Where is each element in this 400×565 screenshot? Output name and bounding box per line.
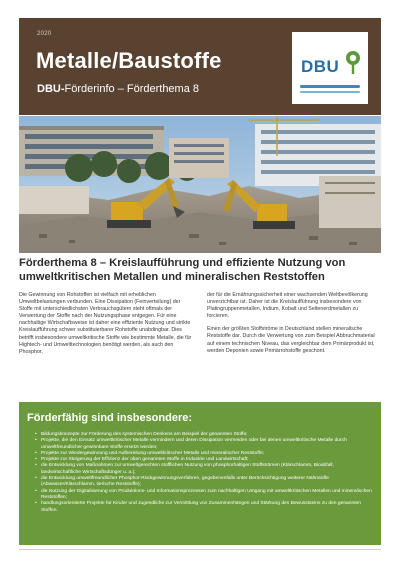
body-column-2 <box>207 292 381 362</box>
bottom-divider <box>19 549 381 550</box>
list-item: • Projekte zur Wiedergewinnung und Aufbereitung umweltkritischer Metalle und mineralischer Reststoffe; <box>35 450 265 456</box>
year-label: 2020 <box>37 31 52 37</box>
page-subtitle <box>37 83 199 95</box>
section-heading: Förderthema 8 – Kreislaufführung und effiziente Nutzung von umweltkritischen Metallen und mineralischen Reststoffen <box>19 257 346 283</box>
bullet-icon: • <box>35 450 37 456</box>
list-item: • die Nutzung der Digitalisierung von Produktions- und Informationsprozessen zum nachhaltigen Umgang mit umweltkritischen Metallen und mineralischen Reststoffen; <box>35 488 372 500</box>
body-column-1 <box>19 292 193 362</box>
bullet-icon: • <box>35 432 37 437</box>
bullet-icon: • <box>35 438 37 444</box>
list-item: • Projekte, die den Einsatz umweltkritischer Metalle vermindern und deren Dissipation vermeiden oder bei denen umweltkritische Metalle durch umweltfreundlicher gewinnbare Stoffe ersetzt werden; <box>35 438 347 450</box>
bullet-icon: • <box>35 463 37 469</box>
list-item: • die Entwicklung umweltfreundlicher Phosphor-Rückgewinnungsverfahren, gegebenenfalls unter Berücksichtigung weiterer Nährstoffe (Abwasser/Klärschlamm, tierische Reststoffe); <box>35 476 329 488</box>
eligibility-title: Förderfähig sind insbesondere: <box>27 412 193 424</box>
list-item: • Bildungskonzepte zur Förderung des systemischen Denkens am Beispiel der genannten Stoffe; <box>35 432 248 437</box>
logo-text: DBU <box>301 57 340 76</box>
list-item: • die Entwicklung von Maßnahmen zur umweltgerechten stofflichen Nutzung von phosphorhaltigen Stoffströmen (Klärschlamm, Bioabfall, landwirtschaftliche Wirtschaftsdünger u. a.); <box>35 463 334 475</box>
dbu-logo <box>292 32 368 104</box>
logo-wave-2 <box>300 91 360 93</box>
eligibility-box <box>19 402 381 545</box>
bullet-icon: • <box>35 501 37 507</box>
subtitle-text: Förderinfo – Förderthema 8 <box>64 83 200 95</box>
subtitle-brand: DBU- <box>37 83 65 95</box>
body-text <box>19 292 381 362</box>
leaf-logo-icon <box>344 50 362 76</box>
page-frame <box>19 18 381 546</box>
bullet-icon: • <box>35 457 37 463</box>
body-paragraph: Die Gewinnung von Rohstoffen ist vielfach mit erheblichen Umweltbelastungen verbunden. Eine Dissipation (Feinverteilung) der Stoffe mit unterschiedlichsten Verbrauchsgütern steht oftmals der Verwertung der Stoffe nach der Nutzungsphase entgegen. Für eine nachhaltige Wirtschaftsweise ist daher eine effiziente Nutzung und strikte Kreislaufführung schwer substituierbarer Rohstoffe unabdingbar. Dies betrifft insbesondere umweltkritische Stoffe wie bestimmte Metalle, die für Hightech- und Umwelttechnologien benötigt werden, als auch den Phosphor, <box>19 292 192 355</box>
eligibility-list <box>35 432 375 514</box>
bullet-icon: • <box>35 476 37 482</box>
list-item: • Projekte zur Steigerung der Effizienz der oben genannten Stoffe in Industrie und Landwirtschaft; <box>35 457 249 463</box>
page-title: Metalle/Baustoffe <box>36 48 222 73</box>
body-paragraph: der für die Ernährungssicherheit einer wachsenden Weltbevölkerung unverzichtbar ist. Daher ist die Kreislaufführung insbesondere von Platingruppenmetallen, Indium, Kobalt und Seltenerdmetallen zu forcieren. <box>207 292 368 320</box>
list-item: • handlungsorientierte Projekte für Kinder und Jugendliche zur Vermittlung von Zusammenhängen und Stärkung des Bewusstseins zu den genannten Stoffen. <box>35 501 361 513</box>
bullet-icon: • <box>35 488 37 494</box>
demolition-site-photo <box>19 116 381 253</box>
photo-illustration <box>19 116 381 253</box>
logo-wave-1 <box>300 85 360 88</box>
header-banner <box>19 18 381 115</box>
body-paragraph: Einen der größten Stoffströme in Deutschland stellen mineralische Reststoffe dar. Durch die Verwertung von zum Beispiel Abbruchmaterial auf einem technischen Niveau, das vergleichbar dem Primärprodukt ist, werden Deponien sowie Primärrohstoffe geschont. <box>207 326 375 354</box>
